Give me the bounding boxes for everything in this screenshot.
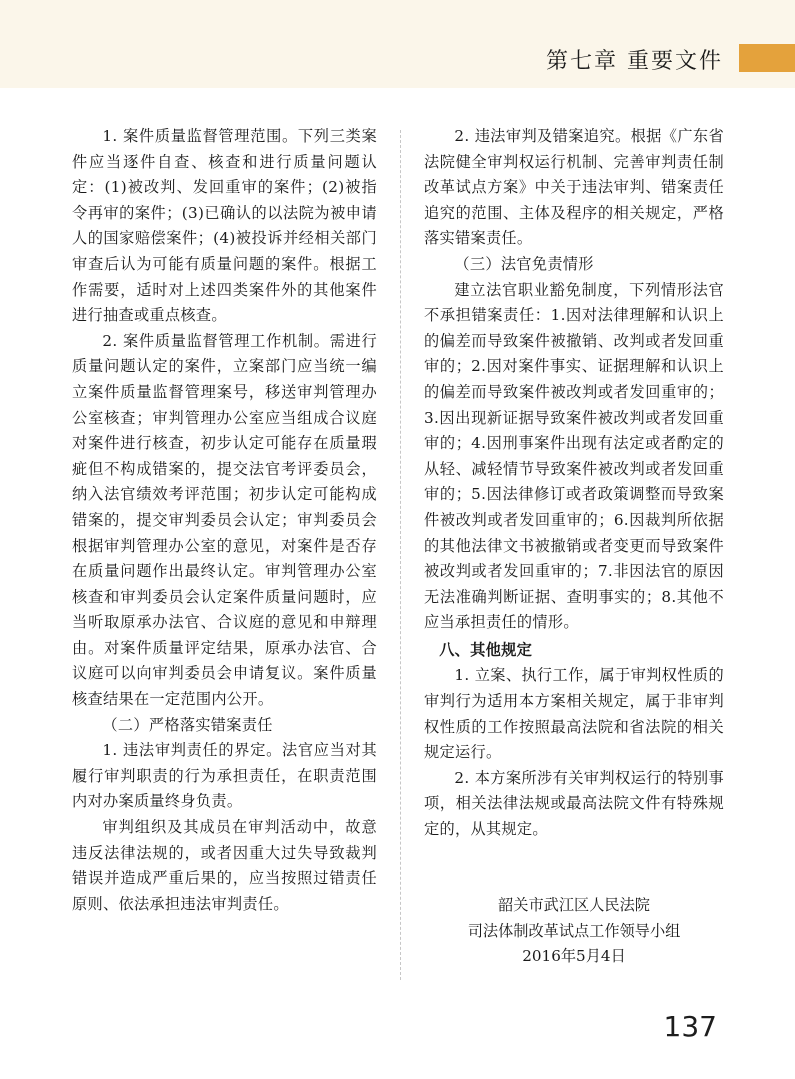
signature-date: 2016年5月4日 [522, 947, 626, 966]
paragraph: 2. 违法审判及错案追究。根据《广东省法院健全审判权运行机制、完善审判责任制改革试点方案》中关于违法审判、错案责任追究的范围、主体及程序的相关规定，严格落实错案责任。 [424, 127, 724, 248]
paragraph: 1. 案件质量监督管理范围。下列三类案件应当逐件自查、核查和进行质量问题认定：(1)被改判、发回重审的案件；(2)被指令再审的案件；(3)已确认的以法院为被申请人的国家赔偿案件；(4)被投诉并经相关部门审查后认为可能有质量问题的案件。根据工作需要，适时对上述四类案件外的其他案件进行抽查或重点核查。 [72, 127, 377, 325]
subheading: （二）严格落实错案责任 [102, 715, 273, 734]
signature-court: 韶关市武江区人民法院 [498, 896, 650, 914]
subheading: （三）法官免责情形 [454, 254, 594, 273]
paragraph: 建立法官职业豁免制度，下列情形法官不承担错案责任：1.因对法律理解和认识上的偏差而导致案件被撤销、改判或者发回重审的；2.因对案件事实、证据理解和认识上的偏差而导致案件被改判或者发回重审的；3.因出现新证据导致案件被改判或者发回重审的；4.因刑事案件出现有法定或者酌定的从轻、减轻情节导致案件被改判或者发回重审的；5.因法律修订或者政策调整而导致案件被改判或者发回重审的；6.因裁判所依据的其他法律文书被撤销或者变更而导致案件被改判或者发回重审的；7.非因法官的原因无法准确判断证据、查明事实的；8.其他不应当承担责任的情形。 [424, 280, 724, 632]
column-divider [400, 130, 401, 980]
signature-group: 司法体制改革试点工作领导小组 [467, 921, 681, 940]
paragraph: 2. 本方案所涉有关审判权运行的特别事项，相关法律法规或最高法院文件有特殊规定的，从其规定。 [424, 768, 724, 839]
right-column [424, 124, 724, 843]
signature-block [424, 893, 724, 970]
page-number: 137 [663, 1010, 717, 1043]
left-column [72, 124, 377, 917]
paragraph: 2. 案件质量监督管理工作机制。需进行质量问题认定的案件，立案部门应当统一编立案件质量监督管理案号，移送审判管理办公室核查；审判管理办公室应当组成合议庭对案件进行核查，初步认定可能存在质量瑕疵但不构成错案的，提交法官考评委员会，纳入法官绩效考评范围；初步认定可能构成错案的，提交审判委员会认定；审判委员会根据审判管理办公室的意见，对案件是否存在质量问题作出最终认定。审判管理办公室核查和审判委员会认定案件质量问题时，应当听取原承办法官、合议庭的意见和申辩理由。对案件质量评定结果，原承办法官、合议庭可以向审判委员会申请复议。案件质量核查结果在一定范围内公开。 [72, 331, 377, 709]
paragraph: 审判组织及其成员在审判活动中，故意违反法律法规的，或者因重大过失导致裁判错误并造成严重后果的，应当按照过错责任原则、依法承担违法审判责任。 [72, 818, 377, 913]
paragraph: 1. 立案、执行工作，属于审判权性质的审判行为适用本方案相关规定，属于非审判权性质的工作按照最高法院和省法院的相关规定运行。 [424, 666, 724, 762]
section-heading: 八、其他规定 [439, 640, 533, 659]
chapter-title: 第七章 重要文件 [546, 49, 723, 74]
paragraph: 1. 违法审判责任的界定。法官应当对其履行审判职责的行为承担责任，在职责范围内对办案质量终身负责。 [72, 741, 377, 811]
chapter-accent-bar [739, 44, 795, 72]
